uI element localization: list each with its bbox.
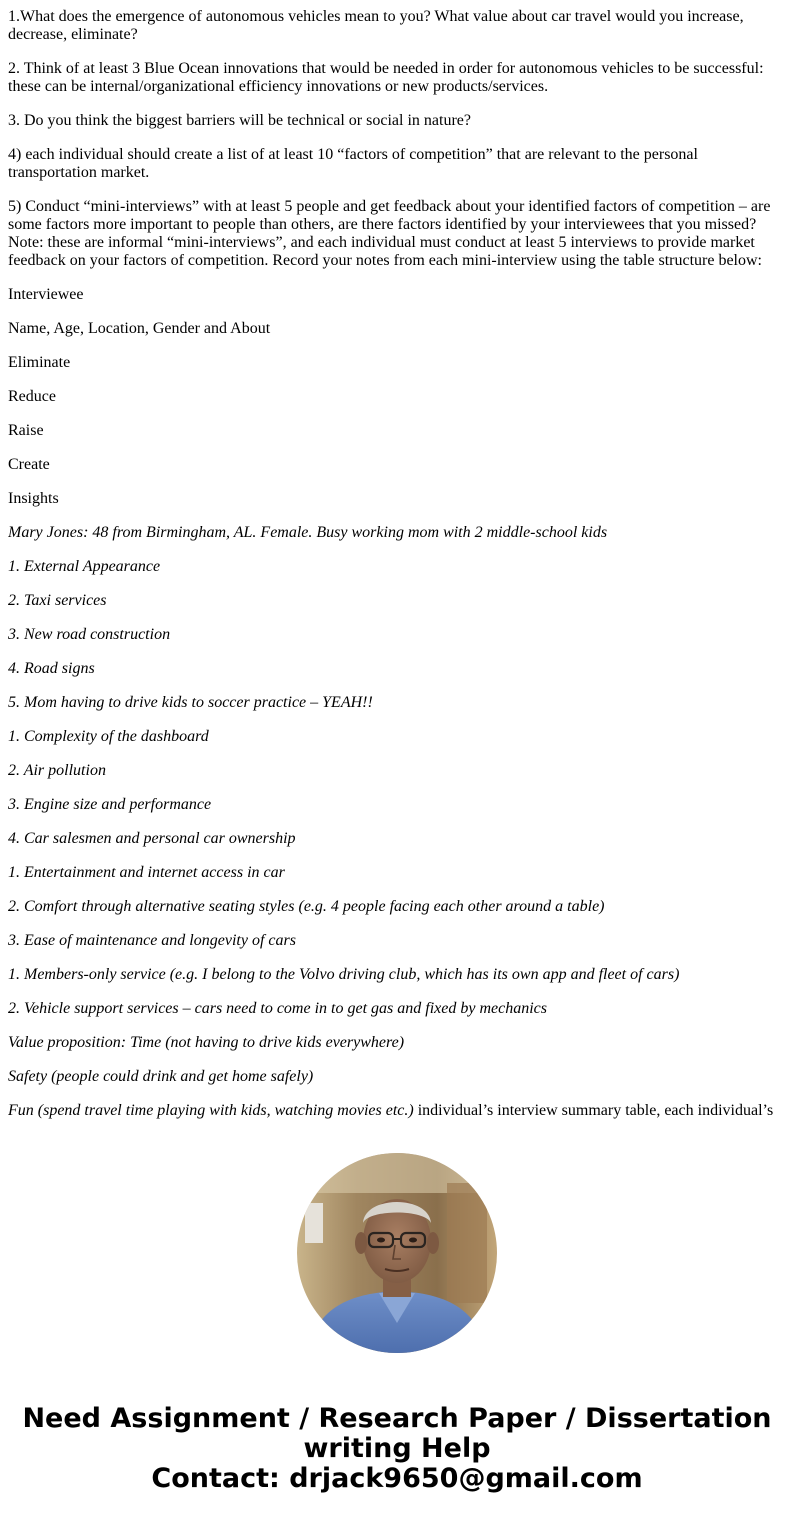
question-3: 3. Do you think the biggest barriers will be technical or social in nature? (8, 112, 471, 129)
promo-line-2: writing Help (303, 1433, 491, 1464)
header-about: Name, Age, Location, Gender and About (8, 320, 271, 337)
create-item: 1. Members-only service (e.g. I belong to the Volvo driving club, which has its own app and fleet of cars) (8, 966, 680, 983)
header-insights: Insights (8, 490, 59, 507)
header-interviewee: Interviewee (8, 286, 84, 303)
portrait-image (297, 1153, 497, 1353)
trailing-text: individual’s interview summary table, each individual’s (413, 1102, 774, 1119)
question-2: 2. Think of at least 3 Blue Ocean innovations that would be needed in order for autonomous vehicles to be successful: these can be internal/organizational efficiency innovations or new products/services. (8, 60, 764, 95)
question-5: 5) Conduct “mini-interviews” with at least 5 people and get feedback about your identified factors of competition – are some factors more important to people than others, are there factors identified by your interviewees that you missed? Note: these are informal “mini-interviews”, and each individual must conduct at least 5 interviews to provide market feedback on your factors of competition. Record your notes from each mini-interview using the table structure below: (8, 198, 771, 269)
document-content (8, 0, 780, 1122)
reduce-item: 2. Air pollution (8, 762, 106, 779)
eliminate-item: 2. Taxi services (8, 592, 107, 609)
author-avatar (297, 1153, 497, 1353)
reduce-item: 1. Complexity of the dashboard (8, 728, 209, 745)
promo-contact[interactable]: Contact: drjack9650@gmail.com (151, 1463, 643, 1494)
raise-item: 2. Comfort through alternative seating styles (e.g. 4 people facing each other around a table) (8, 898, 605, 915)
eliminate-item: 5. Mom having to drive kids to soccer practice – YEAH!! (8, 694, 373, 711)
reduce-item: 3. Engine size and performance (8, 796, 212, 813)
eliminate-item: 4. Road signs (8, 660, 95, 677)
header-eliminate: Eliminate (8, 354, 71, 371)
question-4: 4) each individual should create a list of at least 10 “factors of competition” that are relevant to the personal transportation market. (8, 146, 698, 181)
promo-banner (0, 1404, 794, 1494)
insight-item-truncated: Fun (spend travel time playing with kids, watching movies etc.) individual’s interview summary table, each individual’s (8, 1102, 774, 1119)
raise-item: 3. Ease of maintenance and longevity of cars (8, 932, 296, 949)
create-item: 2. Vehicle support services – cars need to come in to get gas and fixed by mechanics (8, 1000, 547, 1017)
reduce-item: 4. Car salesmen and personal car ownership (8, 830, 296, 847)
question-1: 1.What does the emergence of autonomous vehicles mean to you? What value about car travel would you increase, decrease, eliminate? (8, 8, 744, 43)
insight-item: Safety (people could drink and get home safely) (8, 1068, 314, 1085)
example-person: Mary Jones: 48 from Birmingham, AL. Female. Busy working mom with 2 middle-school kids (8, 524, 608, 541)
insight-item: Value proposition: Time (not having to drive kids everywhere) (8, 1034, 405, 1051)
header-create: Create (8, 456, 50, 473)
eliminate-item: 3. New road construction (8, 626, 171, 643)
eliminate-item: 1. External Appearance (8, 558, 161, 575)
header-reduce: Reduce (8, 388, 56, 405)
header-raise: Raise (8, 422, 44, 439)
promo-line-1: Need Assignment / Research Paper / Dissertation (22, 1403, 772, 1434)
raise-item: 1. Entertainment and internet access in car (8, 864, 285, 881)
